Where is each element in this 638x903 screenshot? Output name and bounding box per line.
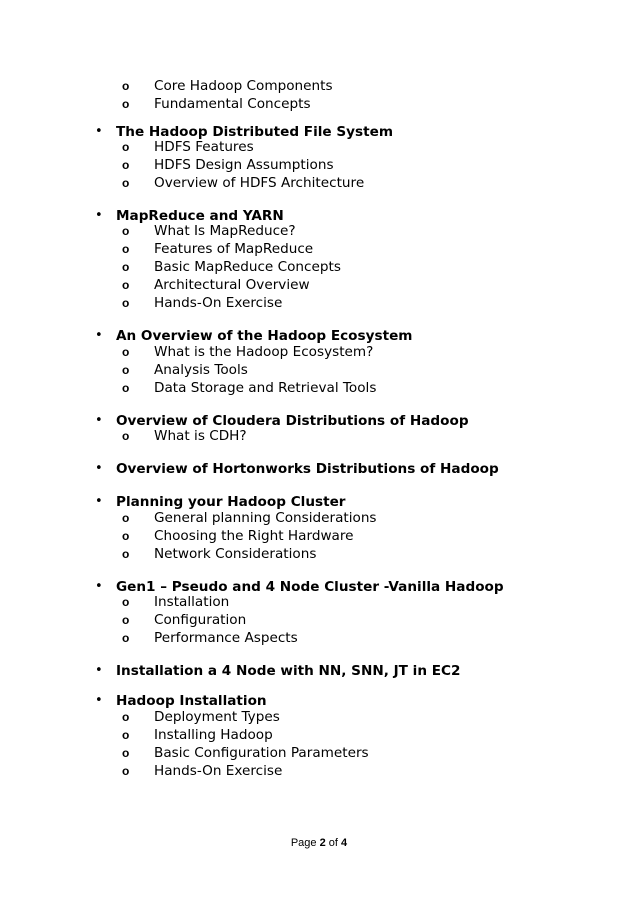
list-item: o What Is MapReduce? <box>154 222 296 240</box>
list-item: o Basic Configuration Parameters <box>154 744 369 762</box>
section-heading: • MapReduce and YARN <box>116 207 284 225</box>
list-item: o Hands-On Exercise <box>154 294 282 312</box>
list-item: o Installation <box>154 593 229 611</box>
section-heading: • Planning your Hadoop Cluster <box>116 493 346 511</box>
section-heading: • Gen1 – Pseudo and 4 Node Cluster -Vanilla Hadoop <box>116 578 504 596</box>
list-item: o HDFS Design Assumptions <box>154 156 334 174</box>
list-item: o Configuration <box>154 611 246 629</box>
list-item: o What is the Hadoop Ecosystem? <box>154 343 373 361</box>
list-item: o Data Storage and Retrieval Tools <box>154 379 376 397</box>
list-item: o What is CDH? <box>154 427 247 445</box>
of-word: of <box>328 837 338 849</box>
list-item: o Basic MapReduce Concepts <box>154 258 341 276</box>
list-item: o Analysis Tools <box>154 361 248 379</box>
list-item: o General planning Considerations <box>154 509 377 527</box>
list-item: o Architectural Overview <box>154 276 310 294</box>
list-item: o Fundamental Concepts <box>154 95 311 113</box>
section-heading: • Overview of Cloudera Distributions of Hadoop <box>116 412 469 430</box>
list-item: o HDFS Features <box>154 138 254 156</box>
section-heading: • The Hadoop Distributed File System <box>116 123 393 141</box>
total-pages-number: 4 <box>341 837 348 849</box>
list-item: o Installing Hadoop <box>154 726 273 744</box>
section-heading: • Installation a 4 Node with NN, SNN, JT in EC2 <box>116 662 460 680</box>
list-item: o Hands-On Exercise <box>154 762 282 780</box>
section-heading: • Hadoop Installation <box>116 692 267 710</box>
list-item: o Performance Aspects <box>154 629 298 647</box>
list-item: o Overview of HDFS Architecture <box>154 174 364 192</box>
list-item: o Core Hadoop Components <box>154 77 333 95</box>
list-item: o Network Considerations <box>154 545 316 563</box>
list-item: o Deployment Types <box>154 708 280 726</box>
current-page-number: 2 <box>319 837 326 849</box>
page-word: Page <box>290 837 317 849</box>
list-item: o Choosing the Right Hardware <box>154 527 354 545</box>
list-item: o Features of MapReduce <box>154 240 313 258</box>
page-footer <box>0 836 638 850</box>
section-heading: • Overview of Hortonworks Distributions of Hadoop <box>116 460 499 478</box>
section-heading: • An Overview of the Hadoop Ecosystem <box>116 327 412 345</box>
